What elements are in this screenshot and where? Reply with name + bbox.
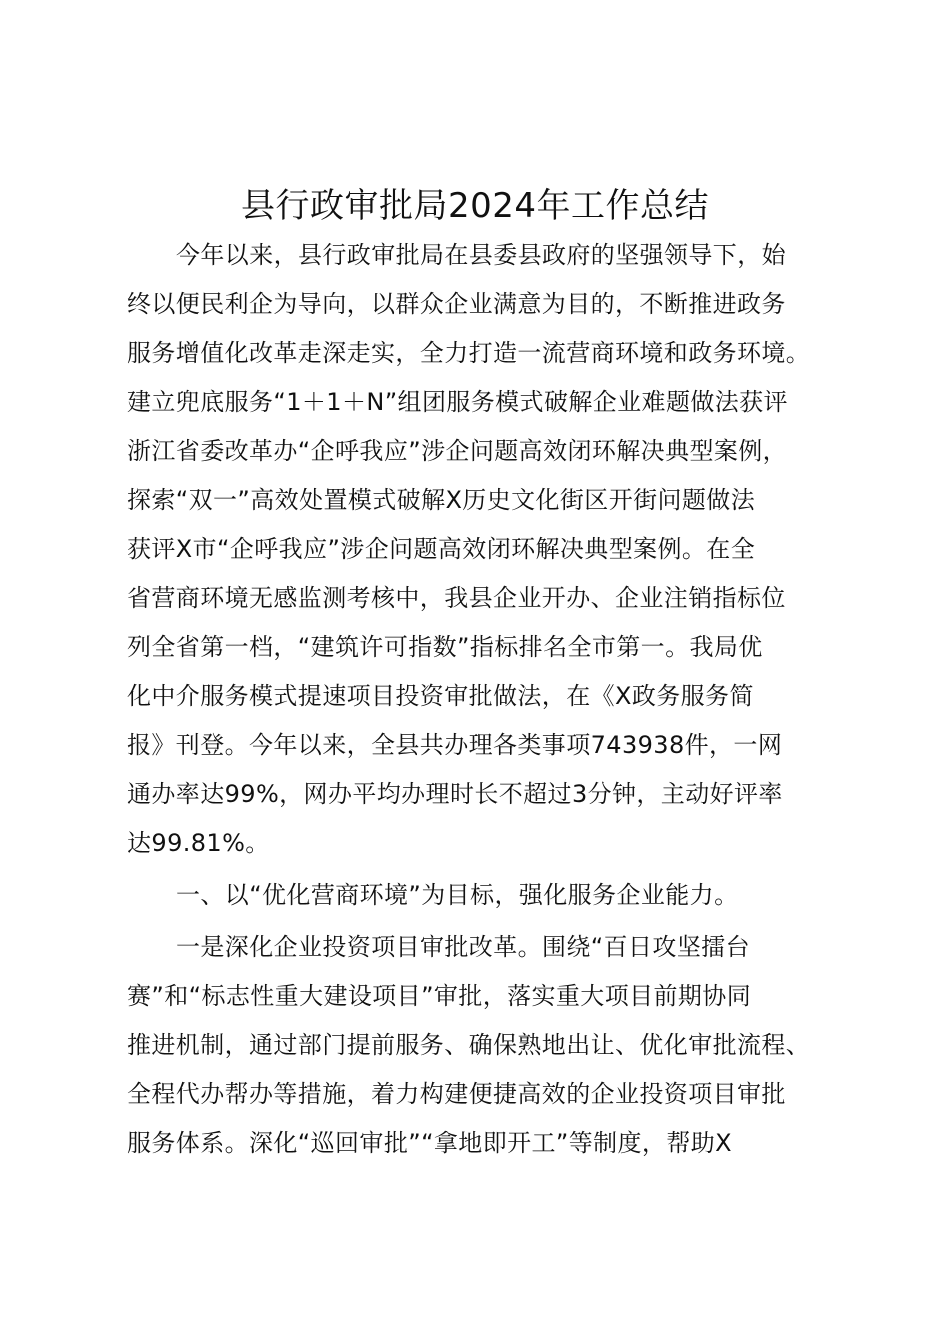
paragraph-line: 今年以来，县行政审批局在县委县政府的坚强领导下，始 [176,241,786,269]
paragraph-line: 一是深化企业投资项目审批改革。围绕“百日攻坚擂台 [176,933,751,961]
section-heading: 一、以“优化营商环境”为目标，强化服务企业能力。 [176,881,739,909]
paragraph-line: 全程代办帮办等措施，着力构建便捷高效的企业投资项目审批 [127,1080,786,1108]
paragraph-line: 达99.81%。 [127,829,270,857]
paragraph-line: 获评X市“企呼我应”涉企问题高效闭环解决典型案例。在全 [127,535,756,563]
paragraph-line: 服务体系。深化“巡回审批”“拿地即开工”等制度，帮助X [127,1129,732,1157]
paragraph-line: 省营商环境无感监测考核中，我县企业开办、企业注销指标位 [127,584,786,612]
paragraph-line: 推进机制，通过部门提前服务、确保熟地出让、优化审批流程、 [127,1031,811,1059]
paragraph-line: 赛”和“标志性重大建设项目”审批，落实重大项目前期协同 [127,982,752,1010]
paragraph-line: 化中介服务模式提速项目投资审批做法，在《X政务服务简 [127,682,754,710]
paragraph-line: 列全省第一档，“建筑许可指数”指标排名全市第一。我局优 [127,633,763,661]
paragraph-line: 浙江省委改革办“企呼我应”涉企问题高效闭环解决典型案例， [127,437,788,465]
paragraph-line: 建立兜底服务“1＋1＋N”组团服务模式破解企业难题做法获评 [127,388,788,416]
paragraph-line: 报》刊登。今年以来，全县共办理各类事项743938件，一网 [127,731,783,759]
document-title: 县行政审批局2024年工作总结 [240,186,710,226]
paragraph-line: 终以便民利企为导向，以群众企业满意为目的，不断推进政务 [127,290,786,318]
paragraph-line: 探索“双一”高效处置模式破解X历史文化街区开街问题做法 [127,486,756,514]
paragraph-line: 通办率达99%，网办平均办理时长不超过3分钟，主动好评率 [127,780,783,808]
paragraph-line: 服务增值化改革走深走实，全力打造一流营商环境和政务环境。 [127,339,811,367]
